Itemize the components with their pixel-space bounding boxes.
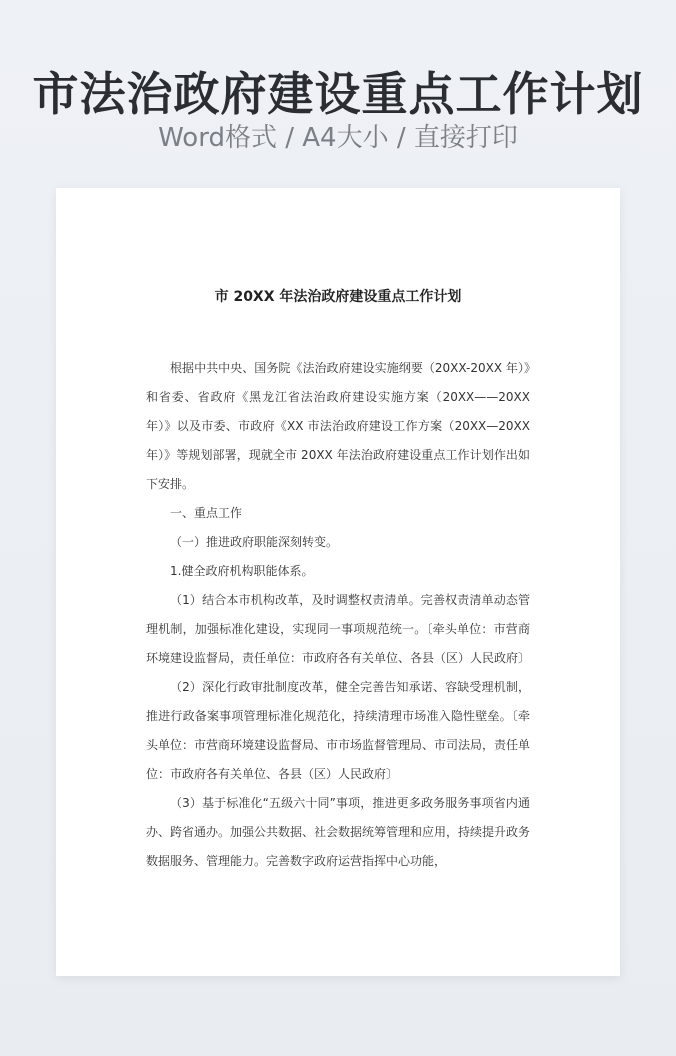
paragraph-item-2: （2）深化行政审批制度改革，健全完善告知承诺、容缺受理机制，推进行政备案事项管理标准化规范化，持续清理市场准入隐性壁垒。〔牵头单位：市营商环境建设监督局、市市场监督管理局、市司法局，责任单位：市政府各有关单位、各县（区）人民政府〕 (146, 680, 531, 781)
hero-subtitle: Word格式 / A4大小 / 直接打印 (158, 123, 518, 153)
item-heading-1: 1.健全政府机构职能体系。 (170, 564, 314, 578)
hero-title: 市法治政府建设重点工作计划 (32, 67, 644, 121)
document-body (146, 354, 530, 876)
paragraph-intro: 根据中共中央、国务院《法治政府建设实施纲要（20XX-20XX 年）》和省委、省政府《黑龙江省法治政府建设实施方案（20XX——20XX 年）》以及市委、市政府《XX 市法治政府建设工作方案（20XX—20XX 年）》等规划部署，现就全市 20XX 年法治政府建设重点工作计划作出如下安排。 (146, 361, 530, 491)
subheading-function-transform: （一）推进政府职能深刻转变。 (170, 535, 339, 549)
document-page (56, 188, 620, 976)
document-title: 市 20XX 年法治政府建设重点工作计划 (214, 289, 462, 305)
paragraph-item-1: （1）结合本市机构改革，及时调整权责清单。完善权责清单动态管理机制，加强标准化建设，实现同一事项规范统一。〔牵头单位：市营商环境建设监督局，责任单位：市政府各有关单位、各县（区）人民政府〕 (146, 593, 531, 665)
paragraph-item-3: （3）基于标准化“五级六十同”事项，推进更多政务服务事项省内通办、跨省通办。加强公共数据、社会数据统筹管理和应用，持续提升政务数据服务、管理能力。完善数字政府运营指挥中心功能， (146, 796, 531, 868)
heading-key-work: 一、重点工作 (170, 506, 243, 520)
